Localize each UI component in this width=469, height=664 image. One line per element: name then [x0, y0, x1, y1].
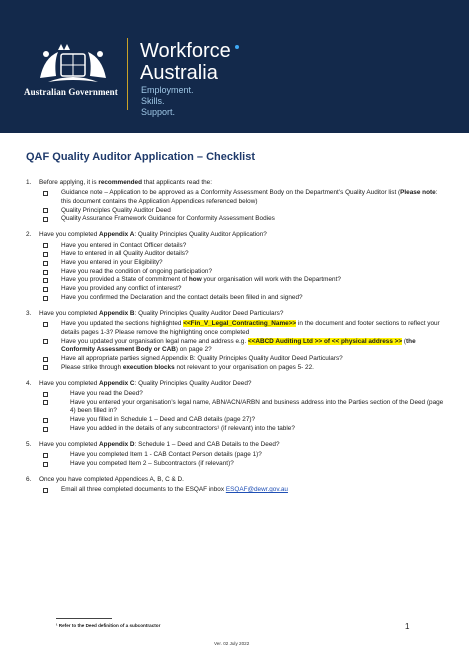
section-number: 5. — [26, 440, 32, 448]
bold-text: recommended — [98, 179, 143, 186]
footnote-divider — [56, 618, 112, 619]
text-run: Have you updated the sections highlighted — [61, 320, 184, 328]
text-run: ( — [402, 337, 407, 345]
brand-title-line1: Workforce — [140, 40, 231, 62]
text-run: : Quality Principles Quality Auditor Deed? — [134, 379, 252, 387]
text-run: Have all appropriate parties signed Appendix B: Quality Principles Quality Auditor Deed Particulars? — [61, 354, 343, 362]
checkbox[interactable] — [43, 488, 48, 493]
text-run: Have you filled in Schedule 1 – Deed and CAB details (page 27)? — [70, 416, 256, 424]
section-question — [39, 476, 446, 485]
checklist-item — [39, 259, 446, 268]
text-run: Have you added in the details of any subcontractors¹ (if relevant) into the table? — [70, 424, 295, 432]
header-banner — [0, 0, 469, 133]
checklist-item-text — [61, 268, 446, 277]
section-question — [39, 179, 446, 188]
highlighted-placeholder: <<Fin_V_Legal_Contracting_Name>> — [183, 320, 297, 328]
text-run: Quality Principles Quality Auditor Deed — [61, 206, 171, 214]
text-run: that applicants read the: — [142, 179, 213, 186]
footnote: ¹ Refer to the Deed definition of a subcontractor — [56, 623, 161, 628]
checkbox[interactable] — [43, 243, 48, 248]
checkbox[interactable] — [43, 392, 48, 397]
checkbox[interactable] — [43, 453, 48, 458]
checklist-item-text — [70, 390, 446, 399]
checklist-item — [39, 268, 446, 277]
checkbox[interactable] — [43, 261, 48, 266]
government-name: Australian Government — [24, 87, 118, 97]
checklist-item — [39, 250, 446, 259]
checkbox[interactable] — [43, 287, 48, 292]
checkbox[interactable] — [43, 357, 48, 362]
text-run: Have you entered your organisation’s legal name, ABN/ACN/ARBN and business address into the Parties section of the Deed (page 4) been filled in? — [70, 398, 444, 415]
checkbox[interactable] — [43, 278, 48, 283]
section-number: 3. — [26, 309, 32, 317]
checklist — [26, 179, 446, 502]
checkbox[interactable] — [43, 462, 48, 467]
checklist-item — [39, 460, 446, 469]
checkbox[interactable] — [43, 339, 48, 344]
checkbox[interactable] — [43, 270, 48, 275]
text-run: Have you updated your organisation legal name and address e.g. — [61, 337, 248, 345]
text-run: : Quality Principles Quality Auditor Deed Particulars? — [134, 309, 284, 317]
page-title: QAF Quality Auditor Application – Checklist — [26, 151, 255, 163]
brand-tagline — [141, 85, 211, 118]
text-run: : this document contains the Application Appendices referenced below) — [61, 189, 438, 205]
checklist-item — [39, 285, 446, 294]
checklist-item-text — [61, 276, 446, 285]
checklist-item — [39, 215, 446, 224]
text-run: Have you confirmed the Declaration and the contact details been filled in and signed? — [61, 293, 303, 301]
text-run: : Schedule 1 – Deed and CAB Details to the Deed? — [134, 440, 280, 448]
checklist-item — [39, 486, 446, 495]
bold-text: Appendix A — [99, 231, 135, 239]
text-run: Email all three completed documents to the ESQAF inbox — [61, 486, 226, 494]
checkbox[interactable] — [43, 365, 48, 370]
bold-text: execution blocks — [122, 363, 175, 371]
checklist-item — [39, 189, 446, 206]
coat-of-arms-icon — [28, 40, 118, 90]
checklist-item — [39, 399, 446, 416]
section-number: 4. — [26, 379, 32, 387]
section-number: 6. — [26, 475, 32, 483]
checkbox[interactable] — [43, 252, 48, 257]
text-run: Have you read the condition of ongoing participation? — [61, 267, 212, 275]
text-run: in the document and footer sections to reflect your details pages 1-3? Please remove the highlighting once completed — [61, 320, 440, 336]
text-run: ) on page 2? — [175, 346, 212, 354]
brand-title — [140, 40, 231, 84]
brand-title-line2: Australia — [140, 62, 218, 84]
checklist-item-text — [70, 399, 446, 416]
text-run: your organisation will work with the Department? — [201, 276, 341, 284]
text-run: Have you provided any conflict of interest? — [61, 285, 182, 293]
checklist-item-text — [61, 207, 446, 216]
checklist-item-text — [61, 294, 446, 303]
checklist-item — [39, 416, 446, 425]
text-run: Have you competed Item 2 – Subcontractors (if relevant)? — [70, 459, 234, 467]
text-run: Once you have completed Appendices A, B, C & D. — [39, 475, 184, 483]
checklist-item-text — [61, 259, 446, 268]
text-run: Have you provided a State of commitment of — [61, 276, 189, 284]
checklist-item-text — [61, 320, 446, 337]
text-run: Have to entered in all Quality Auditor details? — [61, 250, 189, 258]
checklist-item — [39, 364, 446, 373]
checklist-item-text — [61, 215, 446, 224]
checkbox[interactable] — [43, 217, 48, 222]
bold-text: Appendix C — [99, 379, 135, 387]
section-number: 2. — [26, 231, 32, 239]
text-run: Have you completed — [39, 231, 100, 239]
section-number: 1. — [26, 179, 32, 186]
text-run: Have you entered in Contact Officer details? — [61, 241, 187, 249]
checklist-item-text — [61, 355, 446, 364]
email-link[interactable]: ESQAF@dewr.gov.au — [225, 486, 288, 494]
checklist-item-text — [70, 416, 446, 425]
checklist-section — [26, 310, 446, 372]
checklist-item — [39, 425, 446, 434]
checklist-section — [26, 231, 446, 302]
text-run: Have you entered in your Eligibility? — [61, 259, 163, 267]
bold-text: Appendix D — [99, 440, 135, 448]
text-run: Quality Assurance Framework Guidance for Conformity Assessment Bodies — [61, 215, 275, 223]
checklist-item — [39, 338, 446, 355]
checklist-item-text — [70, 425, 446, 434]
checklist-item-text — [61, 338, 446, 355]
checklist-section — [26, 179, 446, 224]
checklist-item-text — [70, 451, 446, 460]
checklist-item — [39, 390, 446, 399]
checklist-item — [39, 207, 446, 216]
checklist-item-text — [61, 250, 446, 259]
checklist-item-text — [70, 460, 446, 469]
bold-text: how — [188, 276, 202, 284]
checklist-item — [39, 276, 446, 285]
highlighted-placeholder: <<ABCD Auditing Ltd >> of << physical address >> — [247, 337, 403, 345]
text-run: Have you completed — [39, 309, 100, 317]
checkbox[interactable] — [43, 322, 48, 327]
section-question — [39, 380, 446, 389]
checkbox[interactable] — [43, 400, 48, 405]
checklist-item-text — [61, 285, 446, 294]
checklist-section — [26, 380, 446, 434]
checklist-section — [26, 441, 446, 469]
tagline-line2: Support. — [141, 107, 176, 117]
checklist-item-text — [61, 189, 446, 206]
bold-text: the Conformity Assessment Body or CAB — [61, 337, 416, 354]
text-run: : Quality Principles Quality Auditor Application? — [134, 231, 267, 239]
text-run: Have you completed — [39, 379, 100, 387]
section-question — [39, 310, 446, 319]
checklist-item-text — [61, 242, 446, 251]
checklist-section — [26, 476, 446, 495]
checklist-item-text — [61, 486, 446, 495]
bold-text: Please note — [400, 189, 436, 197]
text-run: Have you completed Item 1 - CAB Contact Person details (page 1)? — [70, 451, 262, 459]
checkbox[interactable] — [43, 418, 48, 423]
bold-text: Appendix B — [99, 309, 135, 317]
header-divider — [127, 38, 128, 110]
text-run: Please strike through — [61, 363, 123, 371]
checklist-item — [39, 294, 446, 303]
checkbox[interactable] — [43, 427, 48, 432]
checkbox[interactable] — [43, 208, 48, 213]
version-label: Ver. 02 July 2022 — [214, 641, 250, 646]
tagline-line1: Employment. Skills. — [141, 85, 194, 106]
checklist-item-text — [61, 364, 446, 373]
checkbox[interactable] — [43, 191, 48, 196]
page-number: 1 — [405, 622, 410, 631]
text-run: not relevant to your organisation on pages 5- 22. — [174, 363, 314, 371]
section-question — [39, 231, 446, 240]
section-question — [39, 441, 446, 450]
text-run: Before applying, it is — [39, 179, 99, 186]
text-run: Guidance note – Application to be approved as a Conformity Assessment Body on the Department’s Quality Auditor list ( — [61, 189, 401, 197]
checklist-item — [39, 320, 446, 337]
checkbox[interactable] — [43, 296, 48, 301]
brand-dot-icon — [235, 45, 239, 49]
checklist-item — [39, 451, 446, 460]
text-run: Have you read the Deed? — [70, 389, 143, 397]
checklist-item — [39, 242, 446, 251]
text-run: Have you completed — [39, 440, 100, 448]
checklist-item — [39, 355, 446, 364]
